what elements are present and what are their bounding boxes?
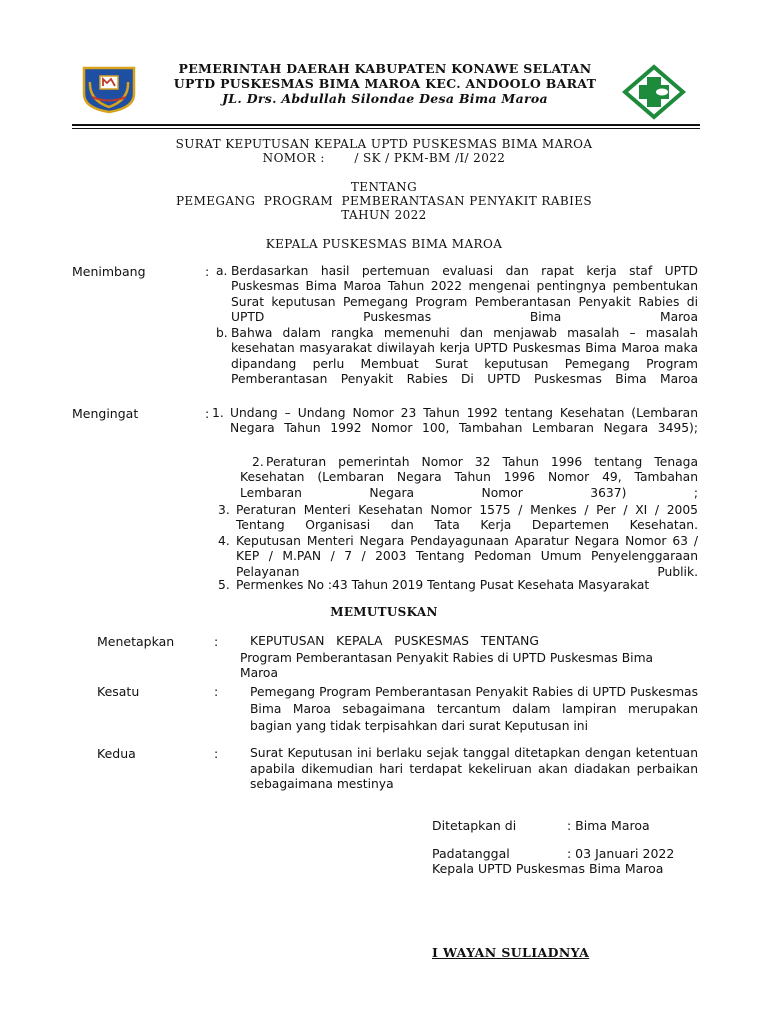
menetapkan-text: Program Pemberantasan Penyakit Rabies di UPTD Puskesmas Bima Maroa	[240, 651, 654, 681]
letterhead-rule	[72, 124, 700, 126]
kedua-colon: :	[214, 746, 219, 761]
decree-tentang: TENTANG	[350, 180, 418, 194]
mengingat-colon: :	[205, 406, 210, 421]
tanggal-value: : 03 Januari 2022	[567, 846, 675, 861]
menetapkan-label: Menetapkan	[97, 634, 175, 649]
memutuskan-heading: MEMUTUSKAN	[330, 605, 438, 619]
mengingat-item-3: Peraturan Menteri Kesehatan Nomor 1575 / Menkes / Per / XI / 2005 Tentang Organisasi dan Tata Kerja Departemen Kesehatan.	[236, 503, 698, 533]
menimbang-a-text: Berdasarkan hasil pertemuan evaluasi dan rapat kerja staf UPTD Puskesmas Bima Maroa Tahun 2022 mengenai pentingnya pembentukan Surat keputusan Pemegang Program Pemberantasan Penyakit Rabies di UPTD Puskesmas Bima Maroa	[231, 264, 698, 324]
decree-subject: PEMEGANG PROGRAM PEMBERANTASAN PENYAKIT RABIES	[175, 194, 593, 208]
menetapkan-colon: :	[214, 634, 219, 649]
kedua-label: Kedua	[97, 746, 136, 761]
kesatu-label: Kesatu	[97, 684, 140, 699]
signatory-name: I WAYAN SULIADNYA	[432, 945, 590, 960]
mengingat-item-1-marker: 1.	[212, 406, 224, 420]
regency-emblem-icon	[80, 64, 138, 114]
mengingat-item-2-marker: 2.	[252, 455, 264, 469]
menetapkan-heading: KEPUTUSAN KEPALA PUSKESMAS TENTANG	[250, 634, 539, 648]
kesatu-colon: :	[214, 684, 219, 699]
header-line-2: UPTD PUSKESMAS BIMA MAROA KEC. ANDOOLO BARAT	[173, 76, 597, 91]
mengingat-item-5-marker: 5.	[218, 578, 230, 592]
decree-year: TAHUN 2022	[341, 208, 427, 222]
menimbang-a-marker: a.	[216, 264, 228, 278]
ditetapkan-value: : Bima Maroa	[567, 818, 650, 833]
header-address: JL. Drs. Abdullah Silondae Desa Bima Maroa	[222, 91, 548, 106]
decree-number: NOMOR : / SK / PKM-BM /I/ 2022	[262, 151, 506, 165]
puskesmas-cross-icon	[622, 64, 686, 120]
mengingat-item-5: Permenkes No :43 Tahun 2019 Tentang Pusat Kesehata Masyarakat	[236, 578, 650, 592]
mengingat-item-1: Undang – Undang Nomor 23 Tahun 1992 tentang Kesehatan (Lembaran Negara Tahun 1992 Nomor 100, Tambahan Lembaran Negara 3495);	[230, 406, 698, 436]
ditetapkan-label: Ditetapkan di	[432, 818, 517, 833]
kesatu-text: Pemegang Program Pemberantasan Penyakit Rabies di UPTD Puskesmas Bima Maroa sebagaimana tercantum dalam lampiran merupakan bagian yang tidak terpisahkan dari surat Keputusan ini	[250, 685, 698, 733]
menimbang-colon: :	[205, 264, 210, 279]
mengingat-item-4-marker: 4.	[218, 534, 230, 548]
mengingat-item-4: Keputusan Menteri Negara Pendayagunaan Aparatur Negara Nomor 63 / KEP / M.PAN / 7 / 2003 Tentang Pedoman Umum Penyelenggaraan Pelayanan Publik.	[236, 534, 698, 579]
menimbang-label: Menimbang	[72, 264, 146, 279]
header-line-1: PEMERINTAH DAERAH KABUPATEN KONAWE SELATAN	[178, 61, 592, 76]
menimbang-b-text: Bahwa dalam rangka memenuhi dan menjawab masalah – masalah kesehatan masyarakat diwilayah kerja UPTD Puskesmas Bima Maroa maka dipandang perlu Membuat Surat keputusan Pemegang Program Pemberantasan Penyakit Rabies Di UPTD Puskesmas Bima Maroa	[231, 326, 698, 386]
mengingat-label: Mengingat	[72, 406, 139, 421]
signatory-position: Kepala UPTD Puskesmas Bima Maroa	[432, 861, 664, 876]
decree-title: SURAT KEPUTUSAN KEPALA UPTD PUSKESMAS BIMA MAROA	[175, 137, 593, 151]
tanggal-label: Padatanggal	[432, 846, 510, 861]
letterhead-rule-thin	[72, 128, 700, 129]
decree-issuer: KEPALA PUSKESMAS BIMA MAROA	[265, 237, 503, 251]
kedua-text: Surat Keputusan ini berlaku sejak tanggal ditetapkan dengan ketentuan apabila dikemudian hari terdapat kekeliruan akan diadakan perbaikan sebagaimana mestinya	[250, 746, 698, 791]
mengingat-item-2: Peraturan pemerintah Nomor 32 Tahun 1996 tentang Tenaga Kesehatan (Lembaran Negara Tahun 1996 Nomor 49, Tambahan Lembaran Negara Nomor 3637) ;	[240, 455, 698, 500]
menimbang-b-marker: b.	[216, 326, 228, 340]
mengingat-item-3-marker: 3.	[218, 503, 230, 517]
